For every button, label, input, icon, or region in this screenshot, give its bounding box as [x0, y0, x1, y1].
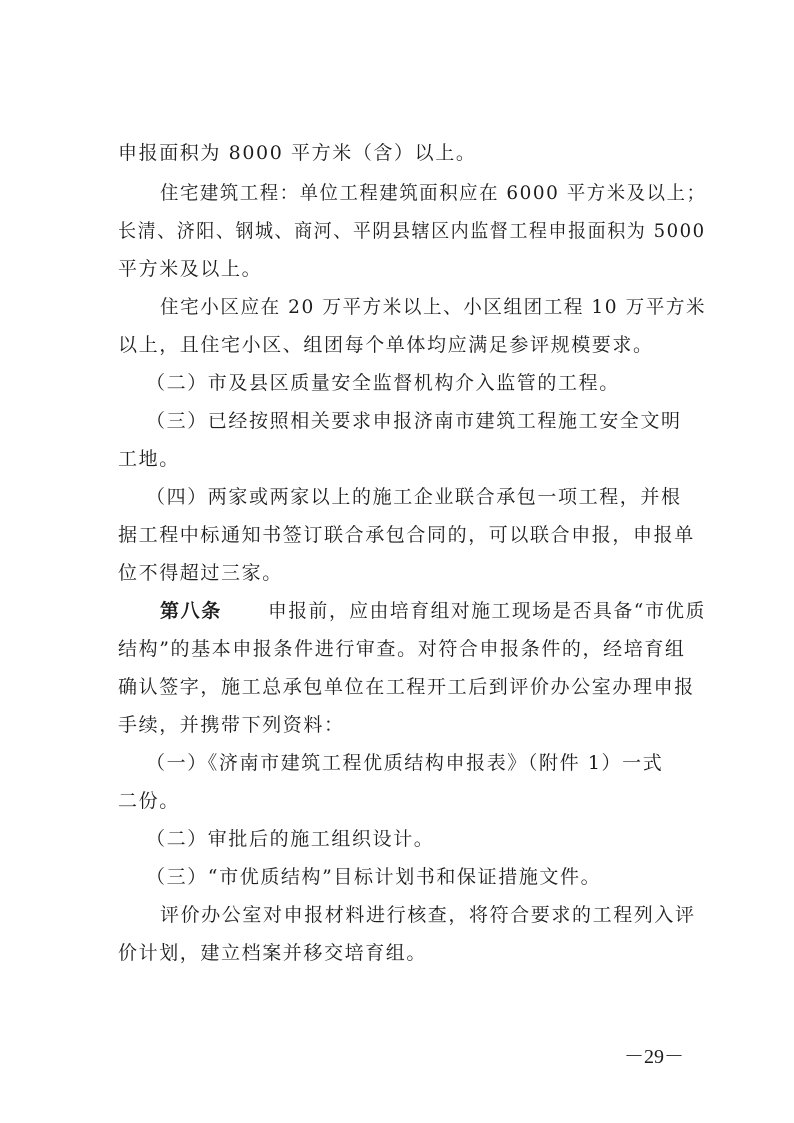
text-line: （三）已经按照相关要求申报济南市建筑工程施工安全文明	[146, 410, 682, 432]
text-line: 确认签字，施工总承包单位在工程开工后到评价办公室办理申报	[118, 676, 695, 698]
text-line: 平方米及以上。	[118, 258, 263, 280]
text-line: （一）《济南市建筑工程优质结构申报表》（附件 1）一式	[146, 752, 664, 774]
text-line: 二份。	[118, 790, 180, 812]
text-line: （二）审批后的施工组织设计。	[146, 828, 435, 850]
article-heading: 第八条	[160, 600, 222, 622]
text-line: （四）两家或两家以上的施工企业联合承包一项工程，并根	[146, 486, 682, 508]
text-line: 工地。	[118, 448, 180, 470]
text-line: 手续，并携带下列资料：	[118, 714, 345, 736]
text-line: （三）“市优质结构”目标计划书和保证措施文件。	[146, 866, 602, 888]
text-line: 结构”的基本申报条件进行审查。对符合申报条件的，经培育组	[118, 638, 686, 660]
page-number: －29－	[624, 1046, 684, 1068]
text-line: 价计划，建立档案并移交培育组。	[118, 942, 428, 964]
text-line: 住宅小区应在 20 万平方米以上、小区组团工程 10 万平方米	[160, 296, 707, 318]
text-line: 位不得超过三家。	[118, 562, 283, 584]
text-line: 住宅建筑工程：单位工程建筑面积应在 6000 平方米及以上；	[160, 182, 707, 204]
text-line: （二）市及县区质量安全监督机构介入监管的工程。	[146, 372, 620, 394]
text-line: 评价办公室对申报材料进行核查，将符合要求的工程列入评	[160, 904, 696, 926]
text-line: 申报前，应由培育组对施工现场是否具备“市优质	[268, 600, 706, 622]
text-line: 申报面积为 8000 平方米（含）以上。	[118, 142, 477, 164]
text-line: 长清、济阳、钢城、商河、平阴县辖区内监督工程申报面积为 5000	[118, 220, 706, 242]
text-line: 据工程中标通知书签订联合承包合同的，可以联合申报，申报单	[118, 524, 695, 546]
text-line: 以上，且住宅小区、组团每个单体均应满足参评规模要求。	[118, 334, 654, 356]
